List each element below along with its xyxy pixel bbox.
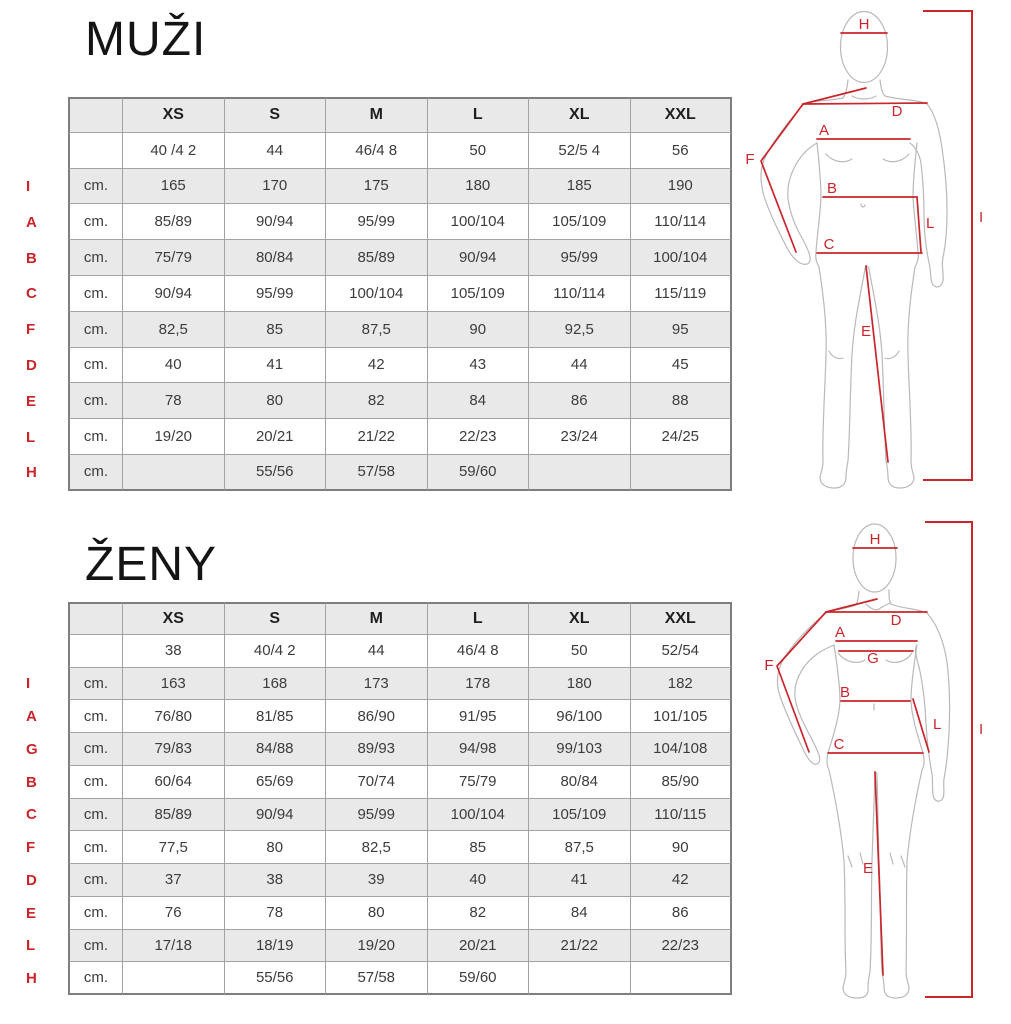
row-label-h: H [26, 970, 37, 988]
value-cell: 90/94 [225, 204, 327, 240]
women-section-title: ŽENY [85, 538, 218, 591]
unit-cell: cm. [68, 799, 123, 832]
unit-cell: cm. [68, 962, 123, 995]
value-cell: 40 /4 2 [123, 133, 225, 169]
value-cell: 21/22 [529, 930, 631, 963]
value-cell: 23/24 [529, 419, 631, 455]
value-cell: 100/104 [631, 240, 733, 276]
value-cell: 52/5 4 [529, 133, 631, 169]
value-cell: 168 [225, 668, 327, 701]
value-cell: 46/4 8 [428, 635, 530, 668]
value-cell: 44 [326, 635, 428, 668]
value-cell: 55/56 [225, 455, 327, 491]
value-cell: 86/90 [326, 700, 428, 733]
value-cell: 85 [428, 831, 530, 864]
value-cell: 100/104 [326, 276, 428, 312]
value-cell: 20/21 [225, 419, 327, 455]
value-cell [529, 962, 631, 995]
value-cell: 90/94 [225, 799, 327, 832]
value-cell: 96/100 [529, 700, 631, 733]
value-cell: 110/114 [529, 276, 631, 312]
measure-label-C: C [823, 236, 835, 253]
value-cell: 90/94 [123, 276, 225, 312]
value-cell: 56 [631, 133, 733, 169]
row-label-empty [14, 635, 68, 668]
value-cell: 59/60 [428, 455, 530, 491]
column-header-xxl: XXL [631, 602, 733, 635]
value-cell: 57/58 [326, 455, 428, 491]
column-header-s: S [225, 602, 327, 635]
value-cell [631, 962, 733, 995]
women-measurement-diagram [740, 514, 1011, 1024]
value-cell [631, 455, 733, 491]
row-label-h: H [26, 464, 37, 482]
value-cell: 76/80 [123, 700, 225, 733]
value-cell: 110/114 [631, 204, 733, 240]
unit-cell: cm. [68, 169, 123, 205]
value-cell: 90/94 [428, 240, 530, 276]
row-label-empty [14, 602, 68, 635]
value-cell: 182 [631, 668, 733, 701]
value-cell: 81/85 [225, 700, 327, 733]
value-cell: 85/90 [631, 766, 733, 799]
value-cell: 17/18 [123, 930, 225, 963]
value-cell: 175 [326, 169, 428, 205]
value-cell: 50 [529, 635, 631, 668]
unit-cell [68, 133, 123, 169]
row-label-b: B [26, 773, 37, 791]
value-cell: 38 [225, 864, 327, 897]
row-label-f: F [26, 839, 36, 857]
value-cell: 80/84 [529, 766, 631, 799]
men-section-title: MUŽI [85, 13, 207, 66]
measure-label-B: B [839, 684, 851, 701]
value-cell: 59/60 [428, 962, 530, 995]
row-label-b: B [26, 249, 37, 267]
value-cell: 80/84 [225, 240, 327, 276]
value-cell: 55/56 [225, 962, 327, 995]
row-label-c: C [26, 285, 37, 303]
value-cell: 100/104 [428, 204, 530, 240]
value-cell: 95 [631, 312, 733, 348]
value-cell: 19/20 [326, 930, 428, 963]
value-cell: 92,5 [529, 312, 631, 348]
measure-line-D [803, 103, 927, 104]
unit-cell: cm. [68, 240, 123, 276]
row-label-l: L [26, 428, 36, 446]
value-cell: 38 [123, 635, 225, 668]
unit-cell: cm. [68, 348, 123, 384]
measure-label-D: D [890, 612, 902, 629]
value-cell: 57/58 [326, 962, 428, 995]
value-cell: 185 [529, 169, 631, 205]
value-cell: 60/64 [123, 766, 225, 799]
unit-cell: cm. [68, 930, 123, 963]
unit-cell: cm. [68, 455, 123, 491]
measure-line-E [875, 772, 883, 975]
row-label-a: A [26, 708, 37, 726]
measure-label-F: F [764, 657, 774, 674]
value-cell: 24/25 [631, 419, 733, 455]
measure-bracket-I [923, 11, 972, 480]
value-cell: 165 [123, 169, 225, 205]
value-cell: 100/104 [428, 799, 530, 832]
measure-line-shoulder-diagonal [803, 88, 866, 104]
value-cell: 82 [326, 383, 428, 419]
value-cell: 99/103 [529, 733, 631, 766]
value-cell: 104/108 [631, 733, 733, 766]
measure-label-H: H [869, 531, 881, 548]
unit-cell: cm. [68, 204, 123, 240]
column-header-l: L [428, 97, 530, 133]
value-cell: 85/89 [123, 204, 225, 240]
value-cell: 87,5 [326, 312, 428, 348]
value-cell: 19/20 [123, 419, 225, 455]
value-cell: 88 [631, 383, 733, 419]
value-cell: 41 [225, 348, 327, 384]
value-cell: 85/89 [326, 240, 428, 276]
value-cell: 70/74 [326, 766, 428, 799]
unit-cell [68, 635, 123, 668]
value-cell: 46/4 8 [326, 133, 428, 169]
row-label-i: I [26, 177, 31, 195]
value-cell: 42 [631, 864, 733, 897]
measure-label-H: H [858, 16, 870, 33]
row-label-d: D [26, 871, 37, 889]
measure-label-E: E [860, 323, 872, 340]
value-cell: 41 [529, 864, 631, 897]
row-label-a: A [26, 213, 37, 231]
value-cell: 86 [529, 383, 631, 419]
value-cell: 82,5 [326, 831, 428, 864]
value-cell: 86 [631, 897, 733, 930]
column-header-xxl: XXL [631, 97, 733, 133]
value-cell: 82,5 [123, 312, 225, 348]
women-size-table [14, 602, 732, 995]
unit-cell: cm. [68, 276, 123, 312]
unit-cell: cm. [68, 766, 123, 799]
value-cell: 85/89 [123, 799, 225, 832]
value-cell: 75/79 [428, 766, 530, 799]
row-label-e: E [26, 392, 37, 410]
measure-label-C: C [833, 736, 845, 753]
men-size-table [14, 97, 732, 491]
value-cell [529, 455, 631, 491]
value-cell: 170 [225, 169, 327, 205]
measure-line-F [761, 104, 803, 252]
measure-line-E [866, 266, 888, 462]
value-cell: 91/95 [428, 700, 530, 733]
value-cell: 76 [123, 897, 225, 930]
measure-line-F [777, 612, 826, 752]
value-cell: 95/99 [529, 240, 631, 276]
value-cell: 79/83 [123, 733, 225, 766]
corner-cell [68, 97, 123, 133]
value-cell: 163 [123, 668, 225, 701]
value-cell: 45 [631, 348, 733, 384]
measure-label-B: B [826, 180, 838, 197]
value-cell: 37 [123, 864, 225, 897]
value-cell: 84 [428, 383, 530, 419]
value-cell: 178 [428, 668, 530, 701]
value-cell: 39 [326, 864, 428, 897]
men-body-outline [761, 12, 947, 489]
measure-label-I: I [979, 209, 984, 226]
unit-cell: cm. [68, 864, 123, 897]
value-cell: 40 [428, 864, 530, 897]
value-cell: 94/98 [428, 733, 530, 766]
value-cell: 78 [123, 383, 225, 419]
value-cell: 20/21 [428, 930, 530, 963]
value-cell: 89/93 [326, 733, 428, 766]
value-cell: 105/109 [428, 276, 530, 312]
value-cell: 18/19 [225, 930, 327, 963]
value-cell: 43 [428, 348, 530, 384]
value-cell: 44 [529, 348, 631, 384]
column-header-s: S [225, 97, 327, 133]
measure-label-A: A [818, 122, 830, 139]
column-header-l: L [428, 602, 530, 635]
value-cell: 90 [428, 312, 530, 348]
value-cell: 87,5 [529, 831, 631, 864]
value-cell: 84/88 [225, 733, 327, 766]
value-cell: 95/99 [326, 799, 428, 832]
value-cell: 80 [225, 383, 327, 419]
value-cell: 77,5 [123, 831, 225, 864]
row-label-g: G [26, 740, 38, 758]
measure-label-D: D [891, 103, 903, 120]
value-cell: 190 [631, 169, 733, 205]
value-cell: 180 [428, 169, 530, 205]
row-label-i: I [26, 675, 31, 693]
value-cell: 84 [529, 897, 631, 930]
value-cell: 65/69 [225, 766, 327, 799]
unit-cell: cm. [68, 668, 123, 701]
measure-label-I: I [979, 721, 984, 738]
value-cell: 90 [631, 831, 733, 864]
men-measurement-labels [745, 16, 983, 340]
row-label-f: F [26, 321, 36, 339]
value-cell: 105/109 [529, 799, 631, 832]
row-label-c: C [26, 806, 37, 824]
men-measurement-lines [761, 11, 972, 480]
column-header-xs: XS [123, 602, 225, 635]
row-label-empty [14, 97, 68, 133]
men-measurement-diagram [740, 0, 1011, 515]
value-cell: 44 [225, 133, 327, 169]
measure-label-A: A [834, 624, 846, 641]
value-cell: 52/54 [631, 635, 733, 668]
measure-label-L: L [926, 215, 935, 232]
measure-label-E: E [862, 860, 874, 877]
value-cell: 78 [225, 897, 327, 930]
value-cell [123, 455, 225, 491]
value-cell: 82 [428, 897, 530, 930]
value-cell: 22/23 [631, 930, 733, 963]
unit-cell: cm. [68, 897, 123, 930]
value-cell: 85 [225, 312, 327, 348]
column-header-xl: XL [529, 602, 631, 635]
value-cell: 40 [123, 348, 225, 384]
measure-bracket-I [925, 522, 972, 997]
measure-line-shoulder-diagonal [826, 599, 877, 612]
value-cell: 101/105 [631, 700, 733, 733]
row-label-e: E [26, 904, 37, 922]
value-cell: 173 [326, 668, 428, 701]
value-cell [123, 962, 225, 995]
value-cell: 80 [225, 831, 327, 864]
value-cell: 50 [428, 133, 530, 169]
value-cell: 40/4 2 [225, 635, 327, 668]
column-header-xl: XL [529, 97, 631, 133]
value-cell: 110/115 [631, 799, 733, 832]
unit-cell: cm. [68, 733, 123, 766]
value-cell: 115/119 [631, 276, 733, 312]
value-cell: 75/79 [123, 240, 225, 276]
unit-cell: cm. [68, 383, 123, 419]
unit-cell: cm. [68, 312, 123, 348]
value-cell: 180 [529, 668, 631, 701]
value-cell: 95/99 [326, 204, 428, 240]
value-cell: 42 [326, 348, 428, 384]
value-cell: 105/109 [529, 204, 631, 240]
row-label-d: D [26, 356, 37, 374]
corner-cell [68, 602, 123, 635]
row-label-empty [14, 133, 68, 169]
value-cell: 21/22 [326, 419, 428, 455]
women-measurement-lines [777, 522, 972, 997]
measure-label-G: G [867, 650, 879, 667]
column-header-m: M [326, 97, 428, 133]
column-header-xs: XS [123, 97, 225, 133]
unit-cell: cm. [68, 419, 123, 455]
women-body-outline [778, 524, 950, 998]
value-cell: 95/99 [225, 276, 327, 312]
value-cell: 80 [326, 897, 428, 930]
column-header-m: M [326, 602, 428, 635]
unit-cell: cm. [68, 831, 123, 864]
unit-cell: cm. [68, 700, 123, 733]
value-cell: 22/23 [428, 419, 530, 455]
measure-label-L: L [933, 716, 942, 733]
row-label-l: L [26, 937, 36, 955]
measure-label-F: F [745, 151, 755, 168]
